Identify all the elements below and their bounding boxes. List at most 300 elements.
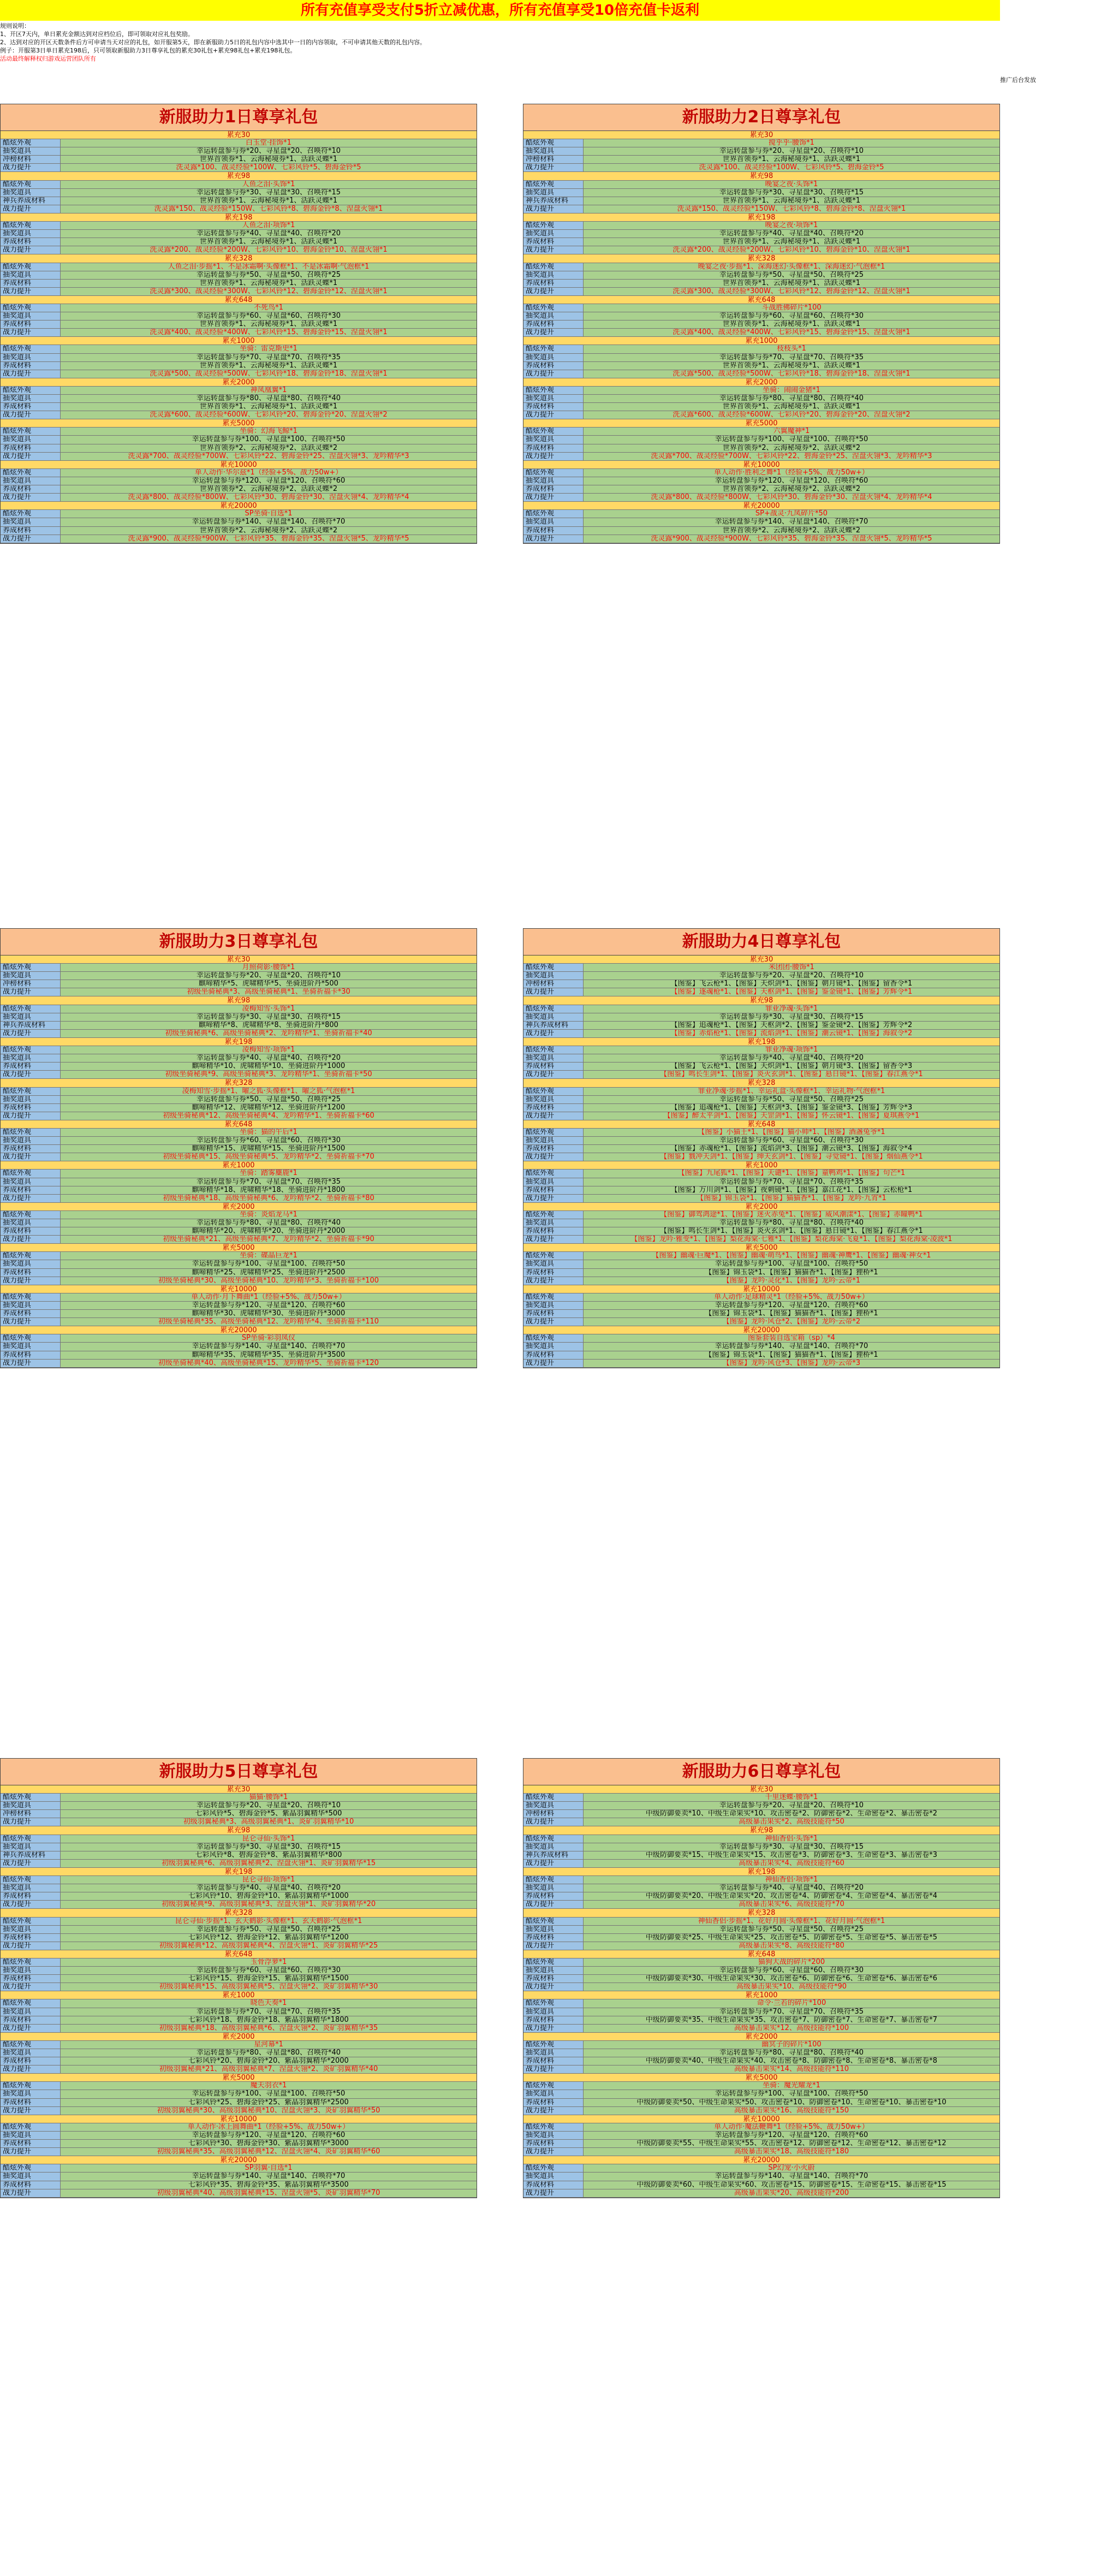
reward-category-label: 战力提升: [523, 164, 584, 171]
reward-items: 图鉴套装自选宝箱（sp）*4: [584, 1334, 999, 1342]
reward-category-label: 战力提升: [523, 1071, 584, 1078]
reward-items: 幸运转盘参与券*20、寻星盘*20、召唤符*10: [584, 1802, 999, 1809]
reward-category-label: 神兵养成材料: [523, 1851, 584, 1859]
reward-items: 洗灵露*150、战灵经验*150W、七彩风铃*8、碧海金铃*8、涅盘火翎*1: [584, 205, 999, 213]
tier-header: 累充98: [523, 996, 999, 1005]
reward-row: [523, 354, 999, 362]
reward-category-label: 战力提升: [523, 1860, 584, 1867]
reward-row: [1, 469, 477, 477]
reward-row: [523, 980, 999, 988]
tier-header: 累充5000: [1, 419, 477, 428]
reward-row: [523, 1843, 999, 1851]
reward-row: [1, 2057, 477, 2065]
reward-row: [523, 1999, 999, 2008]
tier-header: 累充328: [523, 1909, 999, 1917]
reward-category-label: 战力提升: [1, 1153, 61, 1161]
reward-category-label: 养成材料: [523, 1310, 584, 1317]
tier-header: 累充30: [523, 131, 999, 139]
reward-row: [1, 1310, 477, 1318]
reward-category-label: 养成材料: [1, 1351, 61, 1359]
reward-category-label: 养成材料: [523, 2140, 584, 2147]
reward-items: 麒啼精华*30、虎啸精华*30、坐骑进阶丹*3000: [61, 1310, 477, 1317]
reward-items: 月照荷影·腰饰*1: [61, 964, 477, 971]
reward-row: [523, 1918, 999, 1926]
reward-items: 洗灵露*800、战灵经验*800W、七彩风铃*30、碧海金铃*30、涅盘火翎*4、龙吟精华*4: [61, 494, 477, 501]
reward-row: [523, 1236, 999, 1244]
reward-row: [1, 1293, 477, 1302]
reward-items: 【图鉴】鸣长生剑*1、【图鉴】炎火玄剑*1、【图鉴】悬日镜*1、【图鉴】春江燕令*1: [584, 1227, 999, 1235]
reward-category-label: 酷炫外观: [523, 964, 584, 971]
reward-category-label: 酷炫外观: [523, 1005, 584, 1013]
reward-category-label: 养成材料: [523, 2099, 584, 2106]
tier-header: 累充648: [1, 1950, 477, 1958]
reward-items: 高级暴击果实*6、高级技能符*70: [584, 1901, 999, 1908]
reward-row: [1, 156, 477, 164]
reward-row: [523, 1088, 999, 1096]
reward-items: 单人动作·魔法鞭舞*1（经验+5%、战力50w+）: [584, 2123, 999, 2131]
reward-row: [523, 1112, 999, 1120]
reward-category-label: 抽奖道具: [1, 518, 61, 526]
reward-row: [1, 1219, 477, 1227]
reward-items: 枝枝头*1: [584, 345, 999, 353]
reward-category-label: 酷炫外观: [523, 263, 584, 271]
reward-category-label: 抽奖道具: [1, 436, 61, 443]
reward-items: 幸运转盘参与券*140、寻星盘*140、召唤符*70: [584, 1343, 999, 1350]
reward-row: [1, 2140, 477, 2148]
reward-row: [523, 1252, 999, 1260]
reward-row: [523, 395, 999, 403]
reward-category-label: 战力提升: [523, 1030, 584, 1037]
reward-items: 【图鉴】龙吟·雅变*1、【图鉴】梨花海棠·七雅*1、【图鉴】梨花海棠·飞夏*1、【图鉴】梨花海棠·凌波*1: [584, 1236, 999, 1243]
reward-row: [523, 1334, 999, 1343]
reward-row: [1, 395, 477, 403]
reward-category-label: 战力提升: [1, 2025, 61, 2032]
reward-items: 高级暴击果实*16、高级技能符*150: [584, 2107, 999, 2115]
reward-row: [523, 238, 999, 246]
reward-row: [523, 387, 999, 395]
reward-items: 世界首领券*2、云海秘境券*2、活跃灵蝶*2: [61, 485, 477, 493]
reward-row: [523, 1030, 999, 1038]
reward-category-label: 养成材料: [523, 485, 584, 493]
reward-items: 洗灵露*100、战灵经验*100W、七彩风铃*5、碧海金铃*5: [61, 164, 477, 171]
reward-items: 世界首领券*2、云海秘境券*2、活跃灵蝶*2: [584, 527, 999, 535]
reward-row: [523, 320, 999, 329]
reward-items: 幸运转盘参与券*20、寻星盘*20、召唤符*10: [61, 147, 477, 155]
reward-items: 幸运转盘参与券*70、寻星盘*70、召唤符*35: [61, 2008, 477, 2016]
reward-category-label: 抽奖道具: [523, 1884, 584, 1892]
reward-row: [523, 444, 999, 453]
reward-category-label: 战力提升: [523, 1112, 584, 1120]
reward-row: [1, 2090, 477, 2098]
reward-row: [1, 2041, 477, 2049]
reward-items: 洗灵露*300、战灵经验*300W、七彩风铃*12、碧海金铃*12、涅盘火翎*1: [61, 288, 477, 295]
reward-category-label: 抽奖道具: [1, 2132, 61, 2139]
reward-items: 世界首领券*1、云海秘境券*1、活跃灵蝶*1: [584, 238, 999, 246]
reward-category-label: 神兵养成材料: [523, 197, 584, 205]
reward-category-label: 酷炫外观: [523, 1794, 584, 1801]
reward-items: 幸运转盘参与券*70、寻星盘*70、召唤符*35: [61, 354, 477, 361]
reward-category-label: 养成材料: [1, 1934, 61, 1942]
reward-row: [1, 1794, 477, 1802]
tier-header: 累充98: [523, 172, 999, 180]
reward-items: 世界首领券*1、云海秘境券*1、活跃灵蝶*1: [61, 156, 477, 163]
reward-row: [1, 181, 477, 189]
reward-category-label: 酷炫外观: [523, 2041, 584, 2049]
tier-header: 累充10000: [1, 461, 477, 469]
reward-items: 【图鉴】锦玉袋*1、【图鉴】猫猫香*1、【图鉴】狸桥*1: [584, 1351, 999, 1359]
reward-items: 麒啼精华*35、虎啸精华*35、坐骑进阶丹*3500: [61, 1351, 477, 1359]
reward-items: 七彩风铃*12、碧海金铃*12、紫晶羽翼精华*1200: [61, 1934, 477, 1942]
reward-row: [523, 485, 999, 494]
tier-header: 累充98: [1, 172, 477, 180]
reward-items: 初级羽翼秘典*6、高级羽翼秘典*2、涅盘火翎*1、炎矿羽翼精华*15: [61, 1860, 477, 1867]
reward-category-label: 抽奖道具: [523, 312, 584, 320]
reward-category-label: 抽奖道具: [523, 1843, 584, 1851]
reward-category-label: 抽奖道具: [1, 395, 61, 402]
reward-items: 洗灵露*700、战灵经验*700W、七彩风铃*22、碧海金铃*25、涅盘火翎*3、龙吟精华*3: [61, 453, 477, 460]
reward-category-label: 酷炫外观: [1, 2164, 61, 2172]
reward-items: 幸运转盘参与券*50、寻星盘*50、召唤符*25: [61, 1096, 477, 1103]
reward-category-label: 养成材料: [523, 1104, 584, 1112]
reward-category-label: 战力提升: [1, 1860, 61, 1867]
reward-category-label: 抽奖道具: [523, 2090, 584, 2098]
reward-items: 初级坐骑秘典*12、高级坐骑秘典*4、龙吟精华*1、坐骑祈福卡*60: [61, 1112, 477, 1120]
reward-items: 凌梅知雪·项饰*1: [61, 1046, 477, 1054]
reward-category-label: 抽奖道具: [1, 312, 61, 320]
reward-items: 幸运转盘参与券*80、寻星盘*80、召唤符*40: [584, 395, 999, 402]
reward-row: [1, 246, 477, 254]
reward-row: [1, 1901, 477, 1909]
tier-header: 累充648: [523, 296, 999, 304]
reward-category-label: 抽奖道具: [1, 230, 61, 238]
reward-items: 幸运转盘参与券*80、寻星盘*80、召唤符*40: [584, 1219, 999, 1227]
reward-category-label: 神兵养成材料: [1, 1022, 61, 1029]
reward-category-label: 养成材料: [1, 1310, 61, 1317]
reward-row: [1, 1022, 477, 1030]
reward-category-label: 抽奖道具: [523, 436, 584, 443]
reward-row: [1, 1983, 477, 1991]
reward-row: [1, 411, 477, 419]
reward-items: 【图鉴】龙吟·灵化*1、【图鉴】龙吟·云帝*1: [584, 1277, 999, 1285]
tier-header: 累充98: [523, 1826, 999, 1835]
reward-row: [1, 1835, 477, 1843]
reward-items: 不死鸟*1: [61, 304, 477, 312]
reward-category-label: 抽奖道具: [523, 2008, 584, 2016]
reward-items: 人鱼之泪·步摇*1、不是冰霜啊·头像框*1、不是冰霜啊·气泡框*1: [61, 263, 477, 271]
reward-category-label: 战力提升: [1, 329, 61, 336]
reward-items: 幸运转盘参与券*140、寻星盘*140、召唤符*70: [61, 518, 477, 526]
reward-row: [523, 156, 999, 164]
reward-row: [1, 980, 477, 988]
reward-category-label: 抽奖道具: [1, 477, 61, 485]
reward-category-label: 战力提升: [523, 2025, 584, 2032]
reward-items: 中级防御要卖*55、中级生命果实*55、攻击密卷*12、防御密卷*12、生命密卷*12、暴击密卷*12: [584, 2140, 999, 2147]
reward-row: [1, 139, 477, 147]
reward-items: 白玉堂·挂饰*1: [61, 139, 477, 147]
reward-category-label: 养成材料: [523, 1975, 584, 1983]
tier-header: 累充98: [1, 996, 477, 1005]
reward-row: [1, 510, 477, 518]
reward-items: 坐骑：踏雾麋鹿*1: [61, 1170, 477, 1177]
reward-row: [523, 370, 999, 378]
reward-items: 中级防御要卖*40、中级生命果实*40、攻击密卷*8、防御密卷*8、生命密卷*8、暴击密卷*8: [584, 2057, 999, 2065]
reward-category-label: 养成材料: [1, 527, 61, 535]
reward-row: [523, 1227, 999, 1236]
reward-category-label: 神兵养成材料: [1, 197, 61, 205]
reward-items: 洗灵露*600、战灵经验*600W、七彩风铃*20、碧海金铃*20、涅盘火翎*2: [61, 411, 477, 419]
tier-header: 累充98: [1, 1826, 477, 1835]
reward-items: 初级羽翼秘典*21、高级羽翼秘典*7、涅盘火翎*2、炎矿羽翼精华*40: [61, 2065, 477, 2073]
reward-category-label: 酷炫外观: [1, 1876, 61, 1884]
reward-items: 星河幕*1: [61, 2041, 477, 2049]
reward-category-label: 神兵养成材料: [1, 1851, 61, 1859]
reward-row: [523, 1046, 999, 1054]
reward-category-label: 酷炫外观: [523, 1958, 584, 1966]
reward-category-label: 酷炫外观: [1, 1129, 61, 1136]
tier-header: 累充1000: [523, 1991, 999, 1999]
reward-category-label: 养成材料: [1, 2016, 61, 2024]
reward-category-label: 养成材料: [1, 2057, 61, 2065]
tier-header: 累充10000: [523, 2115, 999, 2123]
reward-items: 坐骑：炎焰龙马*1: [61, 1211, 477, 1219]
reward-row: [523, 2082, 999, 2090]
reward-category-label: 抽奖道具: [523, 1219, 584, 1227]
top-banner: 所有充值享受支付5折立减优惠，所有充值享受10倍充值卡返利: [0, 0, 1000, 21]
reward-row: [1, 1318, 477, 1326]
reward-items: 人鱼之泪·项饰*1: [61, 222, 477, 229]
reward-items: SP幻宠·小火蔚: [584, 2164, 999, 2172]
reward-row: [523, 1145, 999, 1153]
reward-items: 千里迷蝶·腰饰*1: [584, 1794, 999, 1801]
tier-header: 累充10000: [1, 1285, 477, 1293]
reward-row: [1, 238, 477, 246]
reward-category-label: 养成材料: [523, 1063, 584, 1070]
reward-category-label: 冲榜材料: [1, 980, 61, 988]
reward-category-label: 战力提升: [523, 2107, 584, 2115]
reward-row: [523, 1958, 999, 1967]
reward-category-label: 养成材料: [523, 2016, 584, 2024]
reward-category-label: 战力提升: [1, 288, 61, 295]
reward-category-label: 抽奖道具: [523, 395, 584, 402]
reward-items: 【图鉴】幽魂·巨魔*1、【图鉴】幽魂·萌鸟*1、【图鉴】幽魂·神鹰*1、【图鉴】幽魂·神女*1: [584, 1252, 999, 1260]
reward-row: [523, 1942, 999, 1950]
reward-row: [1, 1129, 477, 1137]
reward-category-label: 战力提升: [1, 1901, 61, 1908]
reward-items: 幸运转盘参与券*20、寻星盘*20、召唤符*10: [61, 1802, 477, 1809]
reward-row: [523, 2132, 999, 2140]
reward-items: 幸运转盘参与券*50、寻星盘*50、召唤符*25: [61, 1926, 477, 1933]
reward-row: [1, 988, 477, 996]
reward-items: 幸运转盘参与券*60、寻星盘*60、召唤符*30: [61, 312, 477, 320]
tier-header: 累充30: [1, 1785, 477, 1794]
reward-items: 【图鉴】逐魂枪*1、【图鉴】天枢剑*1、【图鉴】鉴金镜*1、【图鉴】芳辉令*1: [584, 988, 999, 996]
reward-items: 幸运转盘参与券*140、寻星盘*140、召唤符*70: [584, 518, 999, 526]
reward-category-label: 冲榜材料: [523, 1810, 584, 1818]
rules-line: 2、达到对应的开区天数条件后方可申请当天对应的礼包，如开服第5天，即在新服助力5日的礼包内容中选其中一日的内容领取，不可申请其他天数的礼包内容。: [0, 39, 426, 46]
reward-items: 晚宴之夜·项饰*1: [584, 222, 999, 229]
reward-items: 初级羽翼秘典*9、高级羽翼秘典*3、涅盘火翎*1、炎矿羽翼精华*20: [61, 1901, 477, 1908]
reward-category-label: 酷炫外观: [1, 1293, 61, 1301]
reward-category-label: 酷炫外观: [1, 1835, 61, 1843]
reward-row: [1, 436, 477, 444]
reward-items: 世界首领券*1、云海秘境券*1、活跃灵蝶*1: [584, 280, 999, 287]
reward-category-label: 抽奖道具: [523, 1926, 584, 1933]
reward-category-label: 抽奖道具: [1, 1178, 61, 1186]
reward-category-label: 抽奖道具: [523, 354, 584, 361]
rules-line: 1、开区7天内，单日累充金额达到对应档位后，即可领取对应礼包奖励。: [0, 31, 194, 38]
reward-category-label: 战力提升: [1, 205, 61, 213]
reward-items: 幸运转盘参与券*50、寻星盘*50、召唤符*25: [61, 271, 477, 279]
tier-header: 累充5000: [523, 419, 999, 428]
reward-items: 初级坐骑秘典*6、高级坐骑秘典*2、龙吟精华*1、坐骑祈福卡*40: [61, 1030, 477, 1037]
reward-items: 七彩风铃*25、碧海金铃*25、紫晶羽翼精华*2500: [61, 2099, 477, 2106]
tier-header: 累充198: [523, 213, 999, 222]
reward-items: 洗灵露*900、战灵经验*900W、七彩风铃*35、碧海金铃*35、涅盘火翎*5、龙吟精华*5: [584, 535, 999, 543]
tier-header: 累充20000: [1, 1326, 477, 1334]
reward-row: [523, 197, 999, 205]
reward-category-label: 抽奖道具: [1, 1054, 61, 1062]
reward-category-label: 酷炫外观: [1, 1999, 61, 2007]
reward-row: [1, 1186, 477, 1195]
reward-row: [1, 1005, 477, 1013]
reward-category-label: 战力提升: [1, 164, 61, 171]
reward-category-label: 战力提升: [1, 411, 61, 419]
reward-items: 七彩风铃*15、碧海金铃*15、紫晶羽翼精华*1500: [61, 1975, 477, 1983]
reward-items: 初级羽翼秘典*40、高级羽翼秘典*15、涅盘火翎*5、炎矿羽翼精华*70: [61, 2189, 477, 2197]
reward-row: [1, 535, 477, 543]
tier-header: 累充5000: [1, 2074, 477, 2082]
reward-row: [1, 1277, 477, 1285]
tier-header: 累充648: [1, 1120, 477, 1129]
tier-header: 累充2000: [1, 378, 477, 387]
reward-category-label: 抽奖道具: [1, 271, 61, 279]
reward-items: 魔天羽衣*1: [61, 2082, 477, 2090]
rules-disclaimer: 活动最终解释权归游戏运营团队所有: [0, 55, 96, 62]
reward-items: 洗灵露*150、战灵经验*150W、七彩风铃*8、碧海金铃*8、涅盘火翎*1: [61, 205, 477, 213]
reward-category-label: 养成材料: [523, 238, 584, 246]
reward-row: [1, 1236, 477, 1244]
reward-row: [1, 304, 477, 312]
tier-header: 累充30: [523, 955, 999, 964]
reward-category-label: 酷炫外观: [1, 181, 61, 188]
reward-category-label: 酷炫外观: [523, 2082, 584, 2090]
reward-category-label: 养成材料: [1, 1975, 61, 1983]
reward-items: 高级暴击果实*14、高级技能符*110: [584, 2065, 999, 2073]
reward-items: 晚宴之夜·头饰*1: [584, 181, 999, 188]
reward-category-label: 战力提升: [523, 246, 584, 254]
reward-category-label: 战力提升: [1, 535, 61, 543]
reward-row: [1, 1013, 477, 1022]
reward-row: [1, 1942, 477, 1950]
reward-items: 幸运转盘参与券*40、寻星盘*40、召唤符*20: [61, 1054, 477, 1062]
reward-category-label: 酷炫外观: [523, 1252, 584, 1260]
reward-items: 单人动作·华尔兹*1（经验+5%、战力50w+）: [61, 469, 477, 477]
reward-row: [1, 387, 477, 395]
reward-category-label: 养成材料: [1, 1063, 61, 1070]
tier-header: 累充198: [1, 1868, 477, 1876]
reward-items: 幸运转盘参与券*40、寻星盘*40、召唤符*20: [584, 1054, 999, 1062]
reward-items: 麒啼精华*15、虎啸精华*15、坐骑进阶丹*1500: [61, 1145, 477, 1153]
reward-row: [1, 2008, 477, 2016]
reward-category-label: 养成材料: [1, 2099, 61, 2106]
reward-category-label: 养成材料: [1, 362, 61, 370]
gift-panel-day-2: [523, 104, 1000, 544]
reward-items: 幸运转盘参与券*40、寻星盘*40、召唤符*20: [61, 230, 477, 238]
reward-row: [523, 1835, 999, 1843]
reward-items: 幸运转盘参与券*70、寻星盘*70、召唤符*35: [61, 1178, 477, 1186]
reward-category-label: 战力提升: [1, 370, 61, 378]
reward-items: 高级暴击果实*8、高级技能符*80: [584, 1942, 999, 1950]
tier-header: 累充1000: [1, 1161, 477, 1170]
reward-row: [523, 1277, 999, 1285]
reward-row: [523, 403, 999, 411]
reward-row: [523, 1096, 999, 1104]
reward-category-label: 抽奖道具: [523, 1260, 584, 1268]
reward-row: [523, 2140, 999, 2148]
reward-category-label: 酷炫外观: [1, 1046, 61, 1054]
reward-row: [523, 1104, 999, 1112]
reward-row: [523, 1178, 999, 1186]
reward-items: 神仙香侣·步摇*1、花好月圆·头像框*1、花好月圆·气泡框*1: [584, 1918, 999, 1925]
reward-items: 世界首领券*1、云海秘境券*1、活跃灵蝶*1: [61, 197, 477, 205]
reward-row: [523, 2041, 999, 2049]
reward-items: 麒啼精华*10、虎啸精华*10、坐骑进阶丹*1000: [61, 1063, 477, 1070]
reward-items: 【图鉴】九尾狐*1、【图鉴】天谴*1、【图鉴】童鸭鸡*1、【图鉴】句芒*1: [584, 1170, 999, 1177]
reward-items: 幸运转盘参与券*100、寻星盘*100、召唤符*50: [584, 436, 999, 443]
tier-header: 累充1000: [1, 337, 477, 345]
reward-row: [523, 312, 999, 320]
reward-category-label: 酷炫外观: [1, 1958, 61, 1966]
reward-category-label: 酷炫外观: [1, 345, 61, 353]
reward-items: 幸运转盘参与券*70、寻星盘*70、召唤符*35: [584, 354, 999, 361]
reward-items: 米团团·腰饰*1: [584, 964, 999, 971]
reward-category-label: 养成材料: [1, 1104, 61, 1112]
reward-row: [1, 222, 477, 230]
reward-category-label: 抽奖道具: [1, 2008, 61, 2016]
reward-items: 初级羽翼秘典*35、高级羽翼秘典*12、涅盘火翎*4、炎矿羽翼精华*60: [61, 2148, 477, 2156]
reward-category-label: 抽奖道具: [523, 2173, 584, 2180]
reward-items: 幸运转盘参与券*80、寻星盘*80、召唤符*40: [61, 2049, 477, 2057]
reward-row: [523, 1293, 999, 1302]
reward-row: [1, 1818, 477, 1826]
reward-row: [523, 964, 999, 972]
reward-items: 幸运转盘参与券*120、寻星盘*120、召唤符*60: [61, 1302, 477, 1309]
tier-header: 累充328: [523, 254, 999, 263]
reward-row: [1, 1088, 477, 1096]
reward-category-label: 战力提升: [523, 1153, 584, 1161]
reward-items: SP坐骑·彩羽凤仪: [61, 1334, 477, 1342]
tier-header: 累充20000: [523, 502, 999, 510]
reward-row: [1, 230, 477, 238]
reward-row: [523, 2173, 999, 2181]
reward-category-label: 酷炫外观: [1, 1005, 61, 1013]
reward-items: 罪业净魂·步摇*1、幸运礼盒·头像框*1、幸运礼物·气泡框*1: [584, 1088, 999, 1095]
reward-row: [1, 1153, 477, 1161]
reward-category-label: 养成材料: [523, 1227, 584, 1235]
panel-title: 新服助力3日尊享礼包: [1, 929, 477, 955]
reward-row: [523, 1318, 999, 1326]
reward-category-label: 养成材料: [523, 527, 584, 535]
panel-title: 新服助力2日尊享礼包: [523, 104, 999, 131]
reward-category-label: 酷炫外观: [1, 2041, 61, 2049]
tier-header: 累充1000: [523, 337, 999, 345]
reward-category-label: 酷炫外观: [523, 304, 584, 312]
reward-items: 幸运转盘参与券*30、寻星盘*30、召唤符*15: [584, 1013, 999, 1021]
tier-header: 累充2000: [1, 2033, 477, 2041]
reward-items: 晚宴之夜·步摇*1、深海迷幻·头像框*1、深海迷幻·气泡框*1: [584, 263, 999, 271]
reward-category-label: 战力提升: [1, 1071, 61, 1078]
reward-items: 【图鉴】龙吟·风仓*3、【图鉴】龙吟·云帝*3: [584, 1360, 999, 1367]
